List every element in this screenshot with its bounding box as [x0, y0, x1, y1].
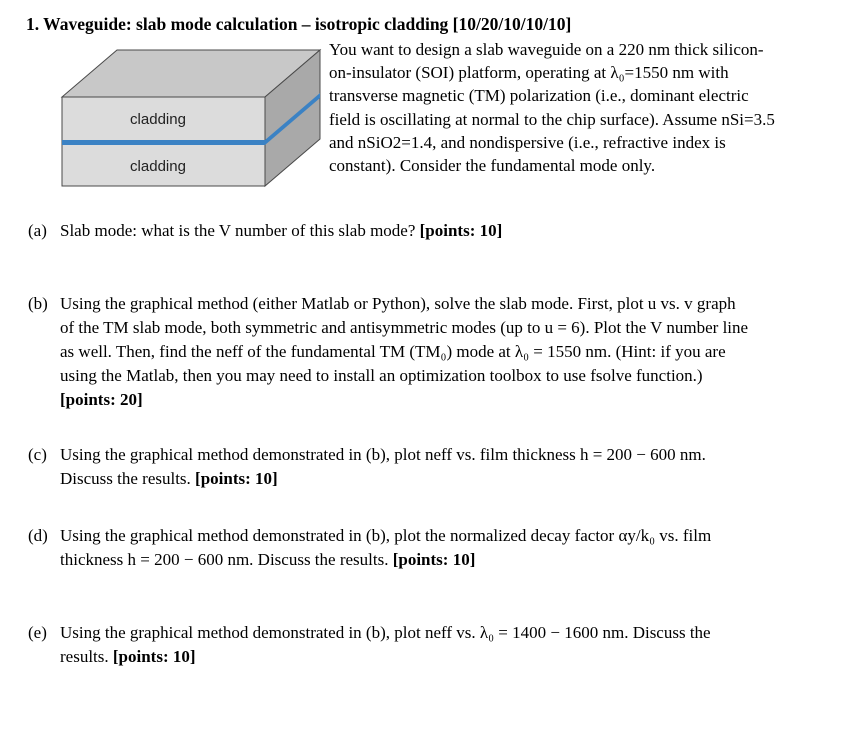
intro-line: on-insulator (SOI) platform, operating at λ₀=1550 nm with — [329, 63, 729, 83]
question-text: using the Matlab, then you may need to install an optimization toolbox to use fsolve function.) — [60, 366, 703, 385]
core-layer-front — [62, 140, 265, 145]
question-points: [points: 10] — [195, 469, 278, 488]
question-text: Discuss the results. — [60, 469, 191, 488]
question-label: (a) — [28, 221, 47, 240]
question-points: [points: 10] — [392, 550, 476, 569]
question-points: [points: 20] — [60, 390, 143, 409]
problem-title: 1. Waveguide: slab mode calculation – isotropic cladding [10/20/10/10/10] — [26, 14, 572, 34]
question-label: (d) — [28, 526, 48, 545]
question-text: as well. Then, find the neff of the fundamental TM (TM₀) mode at λ₀ = 1550 nm. (Hint: if you are — [60, 342, 726, 361]
question-text: of the TM slab mode, both symmetric and antisymmetric modes (up to u = 6). Plot the V number line — [60, 318, 749, 337]
question-d — [28, 524, 828, 572]
bottom-cladding-label: cladding — [130, 158, 186, 175]
question-label: (e) — [28, 623, 47, 642]
intro-line: field is oscillating at normal to the chip surface). Assume nSi=3.5 — [329, 109, 775, 129]
intro-line: transverse magnetic (TM) polarization (i.e., dominant electric — [329, 86, 749, 106]
question-b — [28, 292, 828, 412]
question-text: Using the graphical method demonstrated in (b), plot neff vs. film thickness h = 200 − 600 nm. — [60, 445, 706, 464]
top-cladding-label: cladding — [130, 111, 186, 128]
question-points: [points: 10] — [112, 647, 196, 666]
question-text: Slab mode: what is the V number of this slab mode? — [60, 221, 416, 240]
question-points: [points: 10] — [419, 221, 503, 240]
question-label: (c) — [28, 445, 47, 464]
question-text: Using the graphical method demonstrated in (b), plot the normalized decay factor αy/k₀ vs. film — [60, 526, 712, 545]
intro-line: constant). Consider the fundamental mode only. — [329, 156, 656, 176]
problem-intro — [329, 38, 849, 177]
question-text: thickness h = 200 − 600 nm. Discuss the results. — [60, 550, 389, 569]
question-label: (b) — [28, 294, 48, 313]
question-c — [28, 443, 828, 491]
question-e — [28, 621, 828, 669]
slab-waveguide-figure — [28, 40, 328, 200]
question-text: Using the graphical method demonstrated in (b), plot neff vs. λ₀ = 1400 − 1600 nm. Discuss the — [60, 623, 711, 642]
intro-line: and nSiO2=1.4, and nondispersive (i.e., refractive index is — [329, 132, 726, 152]
intro-line: You want to design a slab waveguide on a 220 nm thick silicon- — [329, 40, 764, 59]
question-a — [28, 219, 828, 243]
question-text: results. — [60, 647, 109, 666]
question-text: Using the graphical method (either Matlab or Python), solve the slab mode. First, plot u vs. v graph — [60, 294, 736, 313]
